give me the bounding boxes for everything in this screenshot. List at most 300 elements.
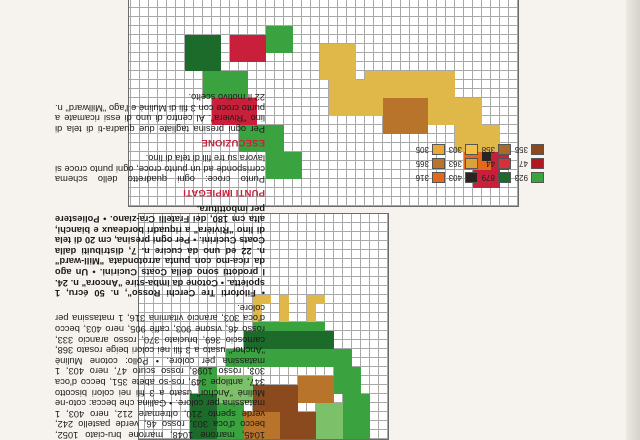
stitch-cell bbox=[280, 421, 289, 430]
stitch-cell bbox=[347, 107, 356, 116]
legend-swatch bbox=[531, 145, 544, 156]
stitch-cell bbox=[410, 71, 419, 80]
stitch-cell bbox=[410, 89, 419, 98]
stitch-cell bbox=[293, 152, 302, 161]
stitch-cell bbox=[334, 385, 343, 394]
stitch-cell bbox=[289, 331, 298, 340]
stitch-cell bbox=[419, 125, 428, 134]
stitch-cell bbox=[343, 412, 352, 421]
stitch-cell bbox=[329, 44, 338, 53]
stitch-cell bbox=[343, 358, 352, 367]
legend-row bbox=[412, 171, 544, 185]
execution-text: Per ogni presina tagliate due quadra-ti di tela di lino "Riviera". Al centro di uno di essi ricamate a punto croce con 3 fili di Mulinè e l'ago "Millward" n. 22 il motivo scelto. bbox=[55, 92, 265, 134]
stitch-cell bbox=[338, 98, 347, 107]
stitch-cell bbox=[338, 89, 347, 98]
legend-swatch bbox=[432, 159, 445, 170]
legend-code: 365 bbox=[415, 159, 429, 169]
legend-item bbox=[445, 159, 478, 170]
stitch-cell bbox=[356, 80, 365, 89]
legend-swatch bbox=[432, 145, 445, 156]
stitch-cell bbox=[325, 340, 334, 349]
legend-item bbox=[478, 173, 511, 184]
stitch-cell bbox=[374, 98, 383, 107]
stitch-cell bbox=[352, 376, 361, 385]
stitch-cell bbox=[271, 340, 280, 349]
stitch-cell bbox=[419, 98, 428, 107]
stitch-cell bbox=[428, 80, 437, 89]
stitch-cell bbox=[455, 116, 464, 125]
stitch-cell bbox=[307, 304, 316, 313]
stitch-cell bbox=[361, 421, 370, 430]
stitch-cell bbox=[307, 349, 316, 358]
stitch-cell bbox=[307, 385, 316, 394]
stitch-cell bbox=[473, 98, 482, 107]
legend-code: 355 bbox=[514, 145, 528, 155]
stitch-cell bbox=[352, 430, 361, 439]
stitch-cell bbox=[316, 322, 325, 331]
stitch-cell bbox=[316, 295, 325, 304]
stitch-cell bbox=[298, 358, 307, 367]
legend-item bbox=[511, 145, 544, 156]
legend-swatch bbox=[465, 173, 478, 184]
stitch-cell bbox=[289, 358, 298, 367]
stitch-cell bbox=[401, 107, 410, 116]
stitch-cell bbox=[446, 80, 455, 89]
stitch-cell bbox=[392, 80, 401, 89]
stitch-cell bbox=[275, 35, 284, 44]
stitch-cell bbox=[473, 107, 482, 116]
stitch-cell bbox=[374, 71, 383, 80]
stitch-cell bbox=[320, 44, 329, 53]
legend-swatch bbox=[465, 145, 478, 156]
stitch-cell bbox=[289, 421, 298, 430]
stitch-cell bbox=[271, 349, 280, 358]
stitch-cell bbox=[289, 385, 298, 394]
stitch-cell bbox=[275, 143, 284, 152]
legend-item bbox=[412, 145, 445, 156]
stitch-cell bbox=[280, 430, 289, 439]
stitch-cell bbox=[293, 161, 302, 170]
stitch-cell bbox=[325, 358, 334, 367]
stitch-cell bbox=[307, 412, 316, 421]
stitch-cell bbox=[401, 80, 410, 89]
legend-code: 363 bbox=[448, 159, 462, 169]
stitch-cell bbox=[464, 116, 473, 125]
stitch-cell bbox=[325, 349, 334, 358]
stitch-cell bbox=[298, 376, 307, 385]
legend-row bbox=[412, 143, 544, 157]
legend-row bbox=[412, 157, 544, 171]
stitch-cell bbox=[334, 349, 343, 358]
stitch-cell bbox=[298, 394, 307, 403]
stitch-cell bbox=[280, 304, 289, 313]
stitch-cell bbox=[298, 412, 307, 421]
stitch-cell bbox=[361, 394, 370, 403]
stitch-cell bbox=[266, 35, 275, 44]
stitch-cell bbox=[307, 430, 316, 439]
stitch-cell bbox=[266, 170, 275, 179]
stitch-cell bbox=[316, 349, 325, 358]
stitch-cell bbox=[298, 430, 307, 439]
stitch-cell bbox=[280, 394, 289, 403]
stitch-cell bbox=[352, 421, 361, 430]
stitch-cell bbox=[392, 98, 401, 107]
stitch-cell bbox=[289, 412, 298, 421]
stitch-cell bbox=[334, 430, 343, 439]
stitch-cell bbox=[401, 89, 410, 98]
stitch-cell bbox=[419, 71, 428, 80]
stitch-cell bbox=[329, 71, 338, 80]
legend-code: 358 bbox=[481, 145, 495, 155]
stitch-cell bbox=[446, 71, 455, 80]
stitch-cell bbox=[334, 403, 343, 412]
legend-item bbox=[445, 145, 478, 156]
execution-title: ESECUZIONE bbox=[201, 136, 265, 148]
stitch-cell bbox=[280, 313, 289, 322]
stitch-cell bbox=[334, 421, 343, 430]
stitch-cell bbox=[329, 53, 338, 62]
legend-code: 403 bbox=[448, 173, 462, 183]
stitch-cell bbox=[482, 125, 491, 134]
stitch-cell bbox=[437, 71, 446, 80]
stitch-cell bbox=[316, 385, 325, 394]
stitch-cell bbox=[284, 44, 293, 53]
legend-item bbox=[511, 173, 544, 184]
legend-item bbox=[478, 159, 511, 170]
stitch-cell bbox=[275, 26, 284, 35]
stitch-cell bbox=[410, 80, 419, 89]
stitch-cell bbox=[298, 385, 307, 394]
stitch-cell bbox=[419, 107, 428, 116]
stitch-cell bbox=[338, 80, 347, 89]
stitch-cell bbox=[464, 98, 473, 107]
stitch-cell bbox=[428, 98, 437, 107]
stitch-cell bbox=[271, 331, 280, 340]
stitch-cell bbox=[473, 125, 482, 134]
page-binding-edge bbox=[626, 0, 640, 440]
stitch-cell bbox=[410, 98, 419, 107]
stitch-cell bbox=[280, 385, 289, 394]
legend-code: 879 bbox=[481, 173, 495, 183]
stitch-cell bbox=[383, 71, 392, 80]
stitch-cell bbox=[316, 331, 325, 340]
stitch-cell bbox=[392, 89, 401, 98]
stitch-cell bbox=[401, 71, 410, 80]
stitch-cell bbox=[410, 125, 419, 134]
stitch-cell bbox=[266, 125, 275, 134]
stitch-cell bbox=[343, 403, 352, 412]
stitch-cell bbox=[271, 430, 280, 439]
stitch-cell bbox=[325, 385, 334, 394]
stitch-cell bbox=[329, 98, 338, 107]
stitch-cell bbox=[343, 349, 352, 358]
stitch-cell bbox=[266, 161, 275, 170]
legend-swatch bbox=[498, 173, 511, 184]
stitch-cell bbox=[280, 412, 289, 421]
stitch-cell bbox=[352, 412, 361, 421]
materials-title: PUNTI IMPIEGATI bbox=[183, 186, 265, 198]
stitch-cell bbox=[437, 107, 446, 116]
stitch-cell bbox=[284, 26, 293, 35]
stitch-cell bbox=[383, 116, 392, 125]
stitch-cell bbox=[352, 385, 361, 394]
stitch-cell bbox=[284, 161, 293, 170]
stitch-cell bbox=[316, 430, 325, 439]
stitch-cell bbox=[289, 430, 298, 439]
stitch-cell bbox=[473, 116, 482, 125]
stitch-cell bbox=[298, 421, 307, 430]
materials-text-2: • Filoforti Tre Cerchi Rosso", n. 50 écru, 1 spoletta. • Cotone da imba-stire "Ancora" n. 24. I prodotti sono della Coats Cucirini. • Un ago da rica-mo con punta arrotondata "Mill-ward" n. 22 ed uno da cucire n. 7, distribuiti dalla Coats Cucirini. • Per ogni presina, cm 20 di tela di lino "Rivièra" a riquadri bordeaux e bianchi, alta cm 180, dei Fratelli Cra-ziano. • Poliestere per imbottitura. bbox=[55, 203, 265, 299]
stitch-cell bbox=[347, 44, 356, 53]
stitch-cell bbox=[320, 71, 329, 80]
stitch-cell bbox=[298, 322, 307, 331]
stitch-cell bbox=[347, 62, 356, 71]
stitch-cell bbox=[329, 62, 338, 71]
stitch-cell bbox=[392, 107, 401, 116]
stitch-cell bbox=[289, 403, 298, 412]
legend-swatch bbox=[531, 159, 544, 170]
stitch-cell bbox=[455, 98, 464, 107]
stitch-cell bbox=[338, 44, 347, 53]
stitch-cell bbox=[316, 421, 325, 430]
stitch-cell bbox=[280, 340, 289, 349]
stitch-cell bbox=[325, 403, 334, 412]
stitch-cell bbox=[419, 80, 428, 89]
stitch-cell bbox=[325, 412, 334, 421]
stitch-cell bbox=[455, 125, 464, 134]
stitch-cell bbox=[307, 358, 316, 367]
stitch-cell bbox=[383, 98, 392, 107]
legend-code: 303 bbox=[448, 145, 462, 155]
stitch-cell bbox=[437, 98, 446, 107]
stitch-cell bbox=[401, 116, 410, 125]
stitch-cell bbox=[307, 394, 316, 403]
stitch-cell bbox=[410, 107, 419, 116]
stitch-cell bbox=[280, 403, 289, 412]
stitch-cell bbox=[266, 143, 275, 152]
stitch-cell bbox=[271, 385, 280, 394]
stitch-cell bbox=[419, 116, 428, 125]
stitch-cell bbox=[428, 89, 437, 98]
stitch-cell bbox=[437, 80, 446, 89]
stitch-cell bbox=[266, 134, 275, 143]
stitch-cell bbox=[289, 349, 298, 358]
stitch-cell bbox=[428, 71, 437, 80]
stitch-cell bbox=[401, 98, 410, 107]
stitch-cell bbox=[428, 107, 437, 116]
stitch-cell bbox=[266, 152, 275, 161]
legend-code: 305 bbox=[415, 145, 429, 155]
stitch-cell bbox=[338, 62, 347, 71]
stitch-text: Punto croce: ogni quadretto dello schema corrisponde ad un punto croce, ogni punto croce si lavora su tre fili di tela di lino. bbox=[55, 153, 265, 185]
stitch-cell bbox=[437, 116, 446, 125]
legend-item bbox=[412, 159, 445, 170]
stitch-cell bbox=[307, 421, 316, 430]
stitch-cell bbox=[437, 89, 446, 98]
stitch-cell bbox=[338, 53, 347, 62]
stitch-cell bbox=[298, 331, 307, 340]
stitch-cell bbox=[316, 340, 325, 349]
stitch-cell bbox=[365, 107, 374, 116]
legend-item bbox=[511, 159, 544, 170]
stitch-cell bbox=[271, 421, 280, 430]
stitch-cell bbox=[347, 98, 356, 107]
stitch-cell bbox=[275, 170, 284, 179]
stitch-cell bbox=[374, 107, 383, 116]
materials-text-1: 1045, marrone 1048, marrone bru-ciato 1052, becco d'oca 303, rosso 46, verde pastello 242, verde spento 210, oltremare 212, nero 403, 1 matassina per colore. • Gallina che becca: coto-ne Mulinè "Anchor" usato a 3 fili nei colori biscotto 347, antilope 349, ros-so abete 351, becco d'oca 303, rosso 1098, rosso scuro 47, nero 403, 1 matassina per colore. • Pollo: cotone Mulinè "Anchor" usato a 3 fili nei colori beige rosato 368, camoscio 369, bruciato 370, rosso arancio 333, rosso 46, visone 903, caffè 905, nero 403, becco d'oca 303, arancio vitamina 316, 1 matassina per colore. bbox=[55, 302, 265, 440]
stitch-cell bbox=[392, 125, 401, 134]
stitch-cell bbox=[347, 80, 356, 89]
stitch-cell bbox=[361, 430, 370, 439]
stitch-cell bbox=[325, 421, 334, 430]
stitch-cell bbox=[347, 89, 356, 98]
stitch-cell bbox=[334, 412, 343, 421]
instructions-column bbox=[55, 0, 265, 440]
legend-item bbox=[478, 145, 511, 156]
stitch-cell bbox=[307, 322, 316, 331]
stitch-cell bbox=[361, 403, 370, 412]
legend-code: 44 bbox=[486, 159, 495, 169]
stitch-cell bbox=[271, 412, 280, 421]
stitch-cell bbox=[284, 35, 293, 44]
stitch-cell bbox=[356, 89, 365, 98]
stitch-cell bbox=[275, 134, 284, 143]
stitch-cell bbox=[289, 394, 298, 403]
legend-item bbox=[445, 173, 478, 184]
stitch-cell bbox=[275, 44, 284, 53]
stitch-cell bbox=[275, 152, 284, 161]
stitch-cell bbox=[491, 125, 500, 134]
stitch-cell bbox=[316, 403, 325, 412]
legend-item bbox=[412, 173, 445, 184]
stitch-cell bbox=[307, 340, 316, 349]
stitch-cell bbox=[356, 107, 365, 116]
stitch-cell bbox=[446, 98, 455, 107]
legend-swatch bbox=[432, 173, 445, 184]
legend-code: 47 bbox=[519, 159, 528, 169]
stitch-cell bbox=[334, 367, 343, 376]
stitch-cell bbox=[280, 349, 289, 358]
stitch-cell bbox=[280, 331, 289, 340]
stitch-cell bbox=[392, 116, 401, 125]
stitch-cell bbox=[307, 295, 316, 304]
stitch-cell bbox=[338, 107, 347, 116]
stitch-cell bbox=[419, 89, 428, 98]
stitch-cell bbox=[325, 376, 334, 385]
stitch-cell bbox=[446, 116, 455, 125]
stitch-cell bbox=[401, 125, 410, 134]
stitch-cell bbox=[428, 116, 437, 125]
stitch-cell bbox=[383, 125, 392, 134]
stitch-cell bbox=[410, 116, 419, 125]
legend-code: 316 bbox=[415, 173, 429, 183]
stitch-cell bbox=[464, 125, 473, 134]
stitch-cell bbox=[352, 403, 361, 412]
stitch-cell bbox=[347, 71, 356, 80]
stitch-cell bbox=[320, 62, 329, 71]
stitch-cell bbox=[374, 80, 383, 89]
stitch-cell bbox=[271, 358, 280, 367]
stitch-cell bbox=[316, 376, 325, 385]
stitch-cell bbox=[280, 322, 289, 331]
stitch-cell bbox=[446, 107, 455, 116]
legend-code: 923 bbox=[514, 173, 528, 183]
stitch-cell bbox=[316, 412, 325, 421]
stitch-cell bbox=[365, 80, 374, 89]
stitch-cell bbox=[275, 161, 284, 170]
stitch-cell bbox=[320, 53, 329, 62]
stitch-cell bbox=[271, 403, 280, 412]
stitch-cell bbox=[271, 322, 280, 331]
stitch-cell bbox=[307, 331, 316, 340]
stitch-cell bbox=[275, 125, 284, 134]
stitch-cell bbox=[334, 376, 343, 385]
stitch-cell bbox=[365, 89, 374, 98]
stitch-cell bbox=[307, 376, 316, 385]
stitch-cell bbox=[325, 331, 334, 340]
stitch-cell bbox=[343, 367, 352, 376]
stitch-cell bbox=[266, 44, 275, 53]
color-legend bbox=[412, 139, 544, 185]
stitch-cell bbox=[343, 385, 352, 394]
stitch-cell bbox=[329, 80, 338, 89]
stitch-cell bbox=[284, 152, 293, 161]
stitch-cell bbox=[383, 80, 392, 89]
stitch-cell bbox=[316, 394, 325, 403]
stitch-cell bbox=[361, 412, 370, 421]
stitch-cell bbox=[455, 107, 464, 116]
stitch-cell bbox=[289, 322, 298, 331]
stitch-cell bbox=[325, 394, 334, 403]
stitch-cell bbox=[293, 170, 302, 179]
stitch-cell bbox=[289, 340, 298, 349]
stitch-cell bbox=[334, 358, 343, 367]
stitch-cell bbox=[383, 89, 392, 98]
stitch-cell bbox=[383, 107, 392, 116]
stitch-cell bbox=[338, 71, 347, 80]
stitch-cell bbox=[284, 170, 293, 179]
stitch-cell bbox=[446, 89, 455, 98]
stitch-cell bbox=[329, 89, 338, 98]
stitch-cell bbox=[343, 394, 352, 403]
stitch-cell bbox=[464, 107, 473, 116]
stitch-cell bbox=[329, 107, 338, 116]
stitch-cell bbox=[352, 367, 361, 376]
stitch-cell bbox=[365, 98, 374, 107]
stitch-cell bbox=[392, 71, 401, 80]
stitch-cell bbox=[356, 98, 365, 107]
stitch-cell bbox=[374, 89, 383, 98]
legend-swatch bbox=[531, 173, 544, 184]
legend-swatch bbox=[498, 145, 511, 156]
stitch-cell bbox=[316, 358, 325, 367]
stitch-cell bbox=[365, 71, 374, 80]
stitch-cell bbox=[280, 295, 289, 304]
legend-swatch bbox=[465, 159, 478, 170]
stitch-cell bbox=[280, 358, 289, 367]
legend-swatch bbox=[498, 159, 511, 170]
stitch-cell bbox=[271, 394, 280, 403]
stitch-cell bbox=[298, 349, 307, 358]
stitch-cell bbox=[347, 53, 356, 62]
stitch-cell bbox=[352, 394, 361, 403]
stitch-cell bbox=[343, 430, 352, 439]
stitch-cell bbox=[325, 430, 334, 439]
stitch-cell bbox=[298, 340, 307, 349]
stitch-cell bbox=[266, 26, 275, 35]
stitch-cell bbox=[343, 376, 352, 385]
stitch-cell bbox=[343, 421, 352, 430]
